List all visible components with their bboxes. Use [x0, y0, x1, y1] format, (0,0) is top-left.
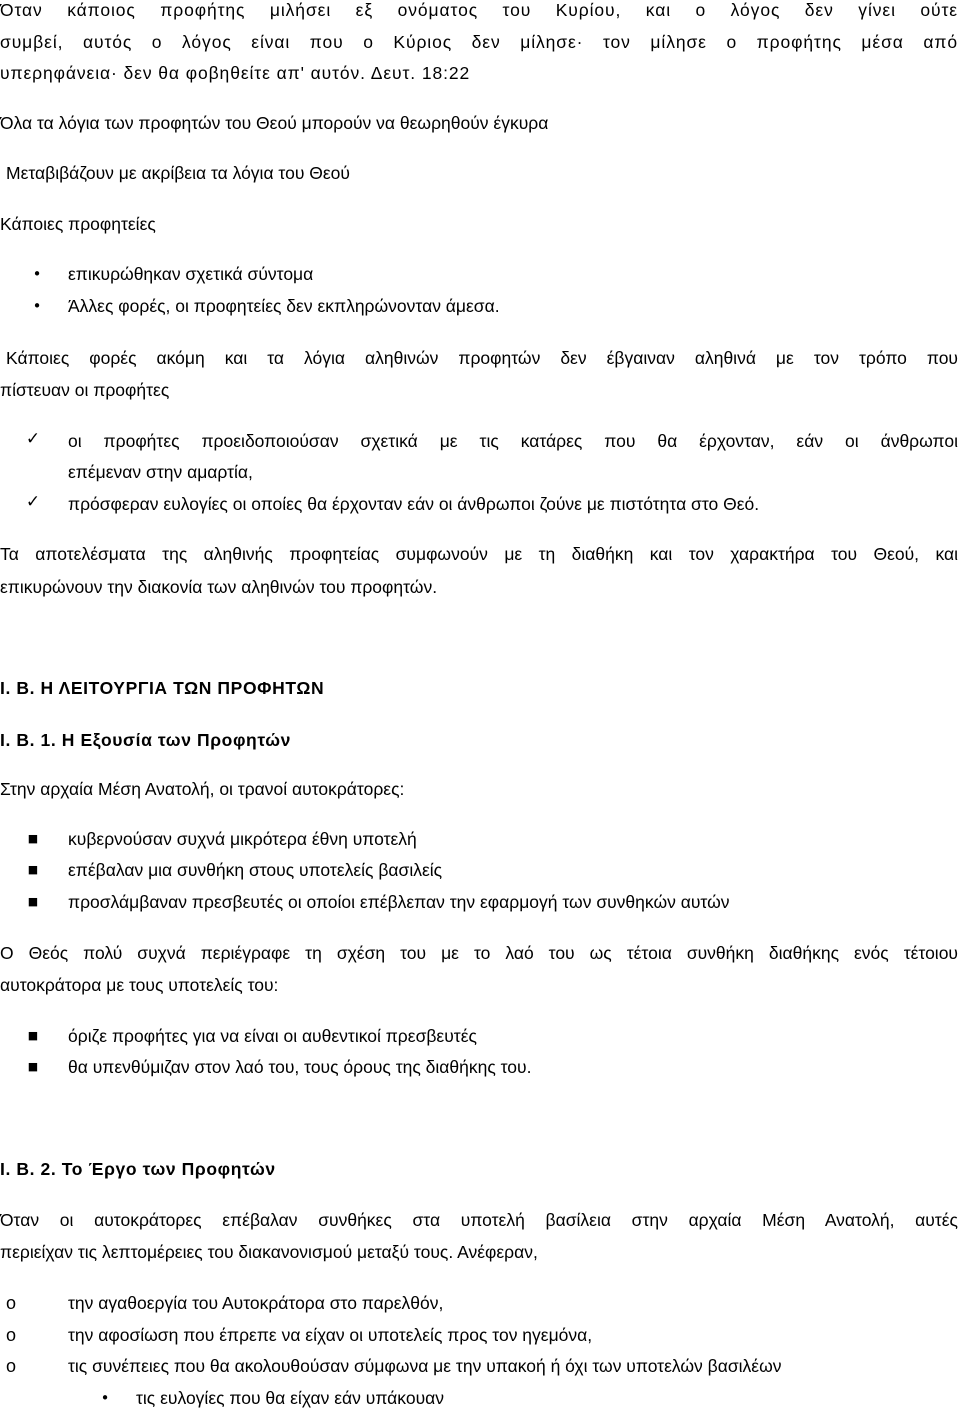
circle-bullet-icon: o [5, 1293, 16, 1313]
check-item-1-line-2: επέμεναν στην αμαρτία, [68, 462, 253, 482]
bullet-a-item-1: επικυρώθηκαν σχετικά σύντομα [68, 264, 314, 284]
work-item-2: την αφοσίωση που έπρεπε να είχαν οι υποτελείς προς τον ηγεμόνα, [68, 1325, 593, 1345]
square-bullet-icon: ■ [27, 1060, 39, 1073]
statement-3: Κάποιες προφητείες [0, 214, 156, 234]
circle-bullet-icon: o [5, 1356, 16, 1376]
square-bullet-icon: ■ [27, 1029, 39, 1042]
checkmark-icon: ✓ [25, 492, 41, 512]
authority-item2-2: θα υπενθύμιζαν στον λαό του, τους όρους της διαθήκης του. [68, 1057, 532, 1077]
authority-para-line-2: αυτοκράτορα με τους υποτελείς του: [0, 975, 279, 995]
results-line-2: επικυρώνουν την διακονία των αληθινών του προφητών. [0, 577, 438, 597]
circle-bullet-icon: o [5, 1325, 16, 1345]
authority-item-2: επέβαλαν μια συνθήκη στους υποτελείς βασιλείς [68, 860, 443, 880]
sometimes-line-2: πίστευαν οι προφήτες [0, 380, 170, 400]
square-bullet-icon: ■ [27, 895, 39, 908]
heading-ib2: I. B. 2. Το Έργο των Προφητών [0, 1159, 276, 1179]
authority-intro: Στην αρχαία Μέση Ανατολή, οι τρανοί αυτοκράτορες: [0, 779, 405, 799]
check-item-1-line-1: οι προφήτες προειδοποιούσαν σχετικά με τις κατάρες που θα έρχονταν, εάν οι άνθρωποι [68, 431, 958, 451]
work-sub-item-1: τις ευλογίες που θα είχαν εάν υπάκουαν [136, 1388, 445, 1408]
statement-1: Όλα τα λόγια των προφητών του Θεού μπορούν να θεωρηθούν έγκυρα [0, 113, 549, 133]
work-item-1: την αγαθοεργία του Αυτοκράτορα στο παρελθόν, [68, 1293, 444, 1313]
work-item-3: τις συνέπειες που θα ακολουθούσαν σύμφωνα με την υπακοή ή όχι των υποτελών βασιλέων [68, 1356, 782, 1376]
square-bullet-icon: ■ [27, 863, 39, 876]
work-line-1: Όταν οι αυτοκράτορες επέβαλαν συνθήκες στα υποτελή βασίλεια στην αρχαία Μέση Ανατολή, αυτές [0, 1210, 958, 1230]
work-line-2: περιείχαν τις λεπτομέρειες του διακανονισμού μεταξύ τους. Ανέφεραν, [0, 1242, 538, 1262]
bullet-marker: • [32, 265, 42, 283]
authority-item2-1: όριζε προφήτες για να είναι οι αυθεντικοί πρεσβευτές [68, 1026, 477, 1046]
statement-2: Μεταβιβάζουν με ακρίβεια τα λόγια του Θεού [6, 163, 350, 183]
intro-line-3: υπερηφάνεια· δεν θα φοβηθείτε απ' αυτόν. Δευτ. 18:22 [0, 63, 471, 83]
authority-item-3: προσλάμβαναν πρεσβευτές οι οποίοι επέβλεπαν την εφαρμογή των συνθηκών αυτών [68, 892, 730, 912]
bullet-marker: • [32, 297, 42, 315]
results-line-1: Τα αποτελέσματα της αληθινής προφητείας συμφωνούν με τη διαθήκη και τον χαρακτήρα του Θεού, και [0, 544, 958, 564]
authority-para-line-1: Ο Θεός πολύ συχνά περιέγραφε τη σχέση του με το λαό του ως τέτοια συνθήκη διαθήκης ενός τέτοιου [0, 943, 958, 963]
authority-item-1: κυβερνούσαν συχνά μικρότερα έθνη υποτελή [68, 829, 417, 849]
sometimes-line-1: Κάποιες φορές ακόμη και τα λόγια αληθινών προφητών δεν έβγαιναν αληθινά με τον τρόπο που [6, 348, 958, 368]
checkmark-icon: ✓ [25, 429, 41, 449]
bullet-a-item-2: Άλλες φορές, οι προφητείες δεν εκπληρώνονταν άμεσα. [68, 296, 500, 316]
heading-ib1: I. B. 1. Η Εξουσία των Προφητών [0, 730, 291, 750]
intro-line-2: συμβεί, αυτός ο λόγος είναι που ο Κύριος δεν μίλησε· τον μίλησε ο προφήτης μέσα από [0, 32, 958, 52]
heading-ib: I. B. Η ΛΕΙΤΟΥΡΓΙΑ ΤΩΝ ΠΡΟΦΗΤΩΝ [0, 678, 325, 698]
bullet-marker: • [100, 1389, 110, 1407]
square-bullet-icon: ■ [27, 832, 39, 845]
intro-line-1: Όταν κάποιος προφήτης μιλήσει εξ ονόματος του Κυρίου, και ο λόγος δεν γίνει ούτε [0, 0, 958, 20]
check-item-2: πρόσφεραν ευλογίες οι οποίες θα έρχονταν εάν οι άνθρωποι ζούνε με πιστότητα στο Θεό. [68, 494, 760, 514]
